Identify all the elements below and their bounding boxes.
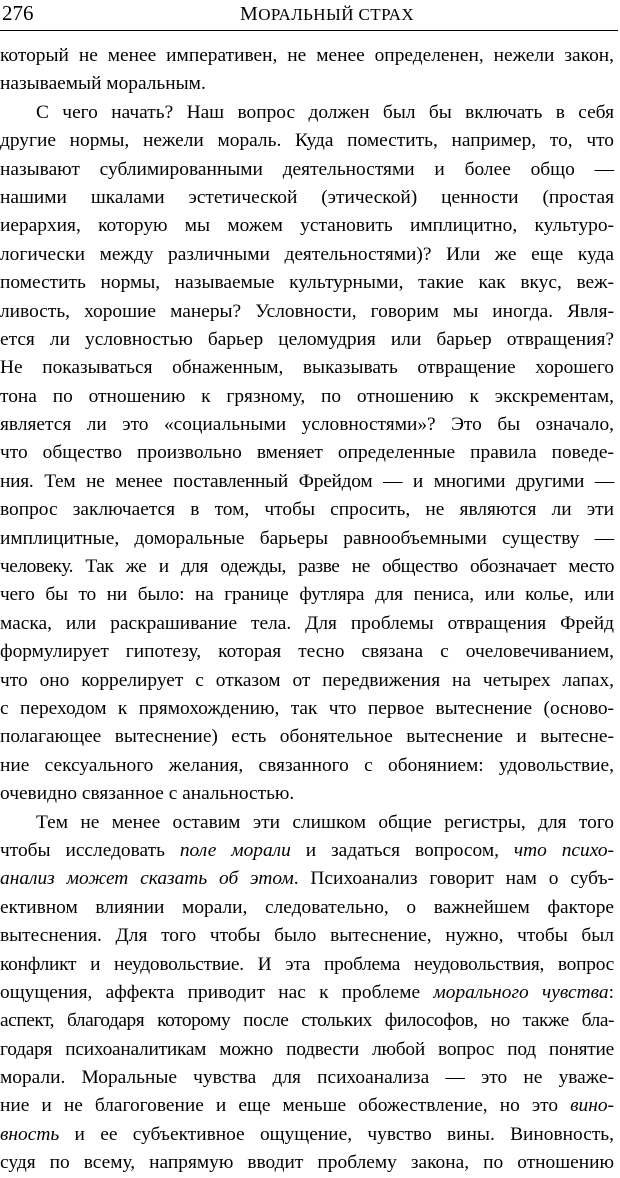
text-segment: называют сублимированными деятельностями и более общо —: [0, 158, 614, 180]
italic-text: вность: [0, 1123, 60, 1145]
text-segment: человеку. Так же и для одежды, разве не общество обозначает место: [0, 556, 614, 578]
text-segment: тона по отношению к грязному, по отношению к экскрементам,: [0, 385, 614, 407]
text-line: [0, 354, 614, 382]
text-line: [0, 809, 614, 837]
text-segment: вытеснения. Для того чтобы было вытеснение, нужно, чтобы был: [0, 925, 614, 947]
text-line: [0, 951, 614, 979]
text-line: [0, 411, 614, 439]
text-segment: ективном влиянии морали, следовательно, о важнейшем факторе: [0, 896, 614, 918]
text-line: [0, 1036, 614, 1064]
italic-text: что психо-: [513, 839, 614, 861]
text-segment: С чего начать? Наш вопрос должен был бы включать в себя: [36, 101, 614, 123]
text-segment: :: [608, 981, 614, 1003]
text-line: [0, 241, 614, 269]
text-line: [0, 127, 614, 155]
text-segment: аспект, благодаря которому после стольких философов, но также бла-: [0, 1010, 614, 1032]
text-line: [0, 1007, 614, 1035]
text-line: [0, 667, 614, 695]
text-line: [0, 553, 614, 581]
text-segment: и задаться вопросом,: [290, 839, 514, 861]
text-segment: ется ли условностью барьер целомудрия или барьер отвращения?: [0, 328, 614, 350]
text-segment: называемый моральным.: [0, 73, 206, 95]
text-line: [0, 894, 614, 922]
text-line: [0, 979, 614, 1007]
text-line: [0, 156, 614, 184]
text-line: [0, 1064, 614, 1092]
text-line: [0, 525, 614, 553]
text-segment: формулирует гипотезу, которая тесно связана с очеловечиванием,: [0, 641, 614, 663]
text-segment: с переходом к прямохождению, так что первое вытеснение (осново-: [0, 697, 614, 719]
text-line: [0, 723, 614, 751]
italic-text: поле морали: [179, 839, 291, 861]
text-segment: конфликт и неудовольствие. И эта проблема неудовольствия, вопрос: [0, 953, 614, 975]
text-line: [0, 638, 614, 666]
running-head-initial: М: [240, 3, 259, 25]
text-line: [0, 184, 614, 212]
text-segment: является ли это «социальными условностями»? Это бы означало,: [0, 414, 614, 436]
text-segment: ощущения, аффекта приводит нас к проблеме: [0, 981, 434, 1003]
text-segment: что оно коррелирует с отказом от передвижения на четырех лапах,: [0, 669, 614, 691]
text-line: [0, 581, 614, 609]
text-segment: поместить нормы, называемые культурными, такие как вкус, веж-: [0, 272, 614, 294]
text-line: [0, 922, 614, 950]
text-segment: маска, или раскрашивание тела. Для проблемы отвращения Фрейд: [0, 612, 614, 634]
text-segment: годаря психоаналитикам можно подвести любой вопрос под понятие: [0, 1038, 614, 1060]
text-line: [0, 269, 614, 297]
text-segment: и ее субъективное ощущение, чувство вины. Виновность,: [59, 1123, 614, 1145]
text-segment: ние и не благоговение и еще меньше обожествление, но это: [0, 1095, 571, 1117]
page-header: [0, 0, 618, 31]
text-line: [0, 70, 614, 98]
text-segment: полагающее вытеснение) есть обонятельное вытеснение и вытесне-: [0, 726, 614, 748]
text-segment: судя по всему, напрямую вводит проблему закона, по отношению: [0, 1152, 614, 1174]
text-segment: вопрос заключается в том, чтобы спросить, не являются ли эти: [0, 499, 614, 521]
text-line: [0, 496, 614, 524]
text-line: [0, 468, 614, 496]
text-line: [0, 383, 614, 411]
italic-text: анализ может сказать об этом: [0, 868, 294, 890]
text-line: [0, 99, 614, 127]
text-line: [0, 752, 614, 780]
text-segment: Тем не менее оставим эти слишком общие регистры, для того: [36, 811, 614, 833]
text-line: [0, 1149, 614, 1177]
running-head: [240, 3, 414, 26]
text-segment: логически между различными деятельностями)? Или же еще куда: [0, 243, 614, 265]
text-segment: другие нормы, нежели мораль. Куда поместить, например, то, что: [0, 130, 614, 152]
text-segment: ния. Тем не менее поставленный Фрейдом — и многими другими —: [0, 470, 614, 492]
text-line: [0, 298, 614, 326]
text-segment: имплицитные, доморальные барьеры равнообъемными существу —: [0, 527, 614, 549]
text-line: [0, 865, 614, 893]
text-line: [0, 695, 614, 723]
text-segment: . Психоанализ говорит нам о субъ-: [293, 868, 615, 890]
italic-text: морального чувства: [433, 981, 609, 1003]
text-line: [0, 610, 614, 638]
text-segment: чего бы то ни было: на границе футляра для пениса, или колье, или: [0, 584, 614, 606]
text-segment: Не показываться обнаженным, выказывать отвращение хорошего: [0, 357, 614, 379]
body-text: [0, 42, 614, 1178]
text-line: [0, 837, 614, 865]
text-segment: ливость, хорошие манеры? Условности, говорим мы иногда. Явля-: [0, 300, 614, 322]
text-line: [0, 439, 614, 467]
text-line: [0, 326, 614, 354]
running-head-rest: ОРАЛЬНЫЙ СТРАХ: [258, 5, 415, 24]
italic-text: вино-: [570, 1095, 614, 1117]
text-line: [0, 1121, 614, 1149]
text-segment: иерархия, которую мы можем установить имплицитно, культуро-: [0, 215, 614, 237]
text-line: [0, 212, 614, 240]
text-segment: очевидно связанное с анальностью.: [0, 783, 295, 805]
text-segment: морали. Моральные чувства для психоанализа — это не уваже-: [0, 1067, 614, 1089]
text-segment: который не менее императивен, не менее определенен, нежели закон,: [0, 45, 614, 66]
text-segment: ние сексуального желания, связанного с обонянием: удовольствие,: [0, 754, 614, 776]
text-line: [0, 1092, 614, 1120]
page-number: 276: [2, 1, 34, 25]
text-line: [0, 42, 614, 70]
text-segment: нашими шкалами эстетической (этической) ценности (простая: [0, 186, 614, 208]
text-line: [0, 780, 614, 808]
text-segment: чтобы исследовать: [0, 839, 180, 861]
text-segment: что общество произвольно вменяет определенные правила поведе-: [0, 442, 614, 464]
